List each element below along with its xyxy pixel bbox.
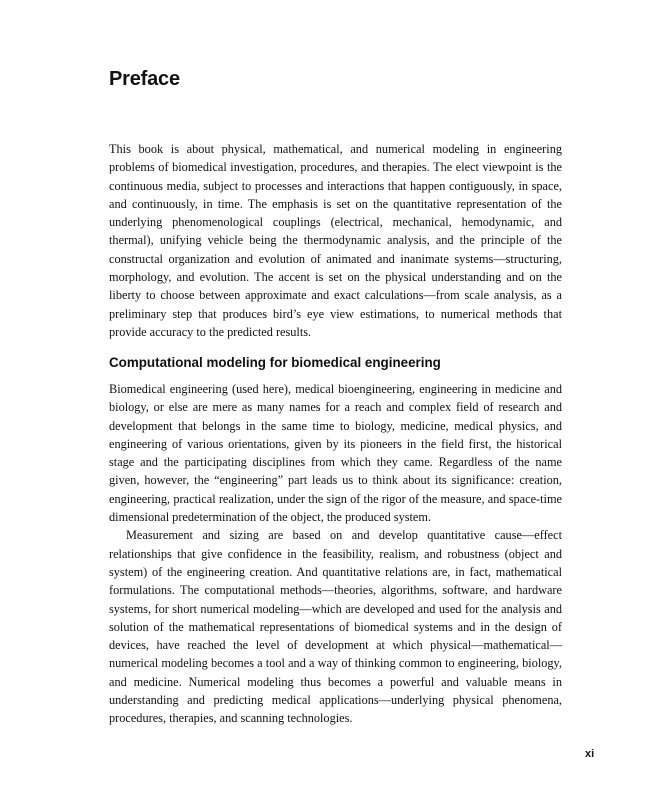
section-paragraph-1: Biomedical engineering (used here), medical bioengineering, engineering in medicine and biology, or else are mere as many names for a reach and complex field of research and development that belongs in the same time to biology, medicine, medical physics, and engineering of various orientations, given by its pioneers in the field first, the historical stage and the participating disciplines from which they came. Regardless of the name given, however, the “engineering” part leads us to think about its significance: creation, engineering, practical realization, under the sign of the rigor of the measure, and space-time dimensional predetermination of the object, the produced system. — [109, 382, 562, 525]
chapter-title: Preface — [109, 68, 180, 90]
section-body — [109, 380, 562, 728]
section-paragraph-2: Measurement and sizing are based on and develop quantitative cause—effect relationships that give confidence in the feasibility, realism, and robustness (object and system) of the engineering creation. And quantitative relations are, in fact, mathematical formulations. The computational methods—theories, algorithms, software, and hardware systems, for short numerical modeling—which are developed and used for the analysis and solution of the mathematical representations of biomedical systems and in the design of devices, have reached the level of development at which physical—mathematical—numerical modeling becomes a tool and a way of thinking common to engineering, biology, and medicine. Numerical modeling thus becomes a powerful and valuable means in understanding and predicting medical applications—underlying physical phenomena, procedures, therapies, and scanning technologies. — [109, 528, 562, 726]
section-heading: Computational modeling for biomedical engineering — [109, 355, 441, 370]
intro-paragraph: This book is about physical, mathematical, and numerical modeling in engineering problems of biomedical investigation, procedures, and therapies. The elect viewpoint is the continuous media, subject to processes and interactions that happen contiguously, in space, and continuously, in time. The emphasis is set on the quantitative representation of the underlying phenomenological couplings (electrical, mechanical, hemodynamic, and thermal), unifying vehicle being the thermodynamic analysis, and the principle of the constructal organization and evolution of animated and inanimate systems—structuring, morphology, and evolution. The accent is set on the physical understanding and on the liberty to choose between approximate and exact calculations—from scale analysis, as a preliminary step that produces bird’s eye view estimations, to numerical methods that provide accuracy to the predicted results. — [109, 142, 562, 339]
intro-block — [109, 140, 562, 341]
page-number: xi — [585, 748, 595, 760]
